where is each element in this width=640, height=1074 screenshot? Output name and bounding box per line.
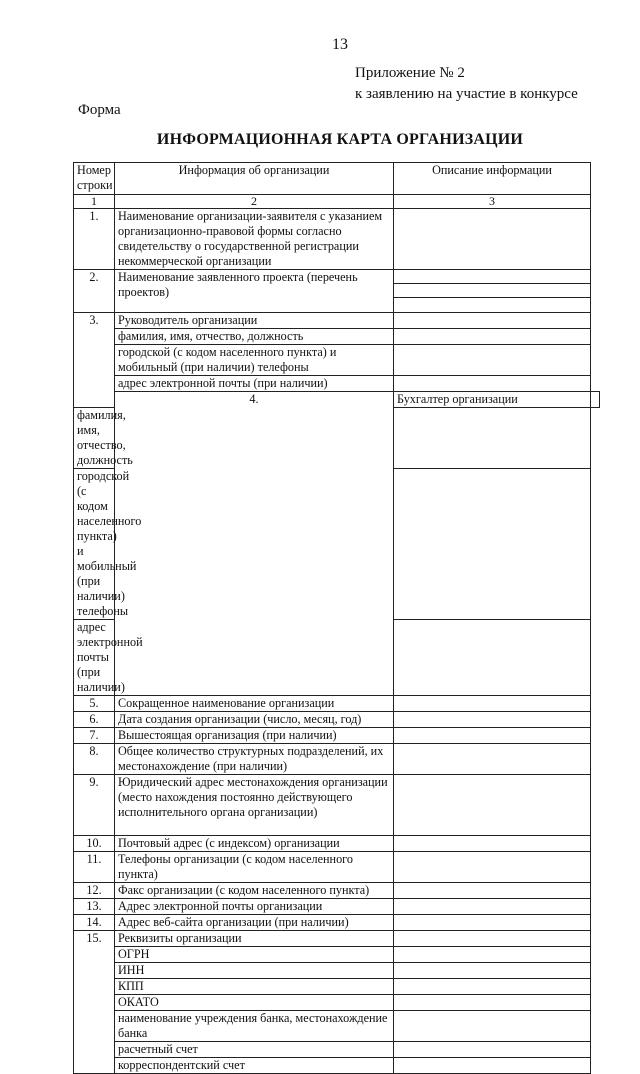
description-field[interactable] bbox=[394, 284, 591, 298]
row-label: Общее количество структурных подразделений, их местонахождение (при наличии) bbox=[115, 744, 394, 775]
row-sublabel: адрес электронной почты (при наличии) bbox=[115, 376, 394, 392]
description-field[interactable] bbox=[394, 712, 591, 728]
description-field[interactable] bbox=[394, 963, 591, 979]
row-number: 2. bbox=[74, 270, 115, 313]
row-sublabel: расчетный счет bbox=[115, 1042, 394, 1058]
description-field[interactable] bbox=[394, 883, 591, 899]
index-cell: 3 bbox=[394, 195, 591, 209]
appendix-line-1: Приложение № 2 bbox=[355, 65, 465, 81]
table-row bbox=[74, 728, 600, 744]
table-row bbox=[74, 915, 600, 931]
description-field[interactable] bbox=[591, 392, 600, 408]
table-row bbox=[74, 329, 600, 345]
table-row bbox=[74, 313, 600, 329]
appendix-line-2: к заявлению на участие в конкурсе bbox=[355, 86, 578, 102]
description-field[interactable] bbox=[394, 947, 591, 963]
table-row bbox=[74, 931, 600, 947]
header-org-info: Информация об организации bbox=[115, 163, 394, 195]
table-header-row bbox=[74, 163, 600, 195]
description-field[interactable] bbox=[394, 1011, 591, 1042]
row-sublabel: ОГРН bbox=[115, 947, 394, 963]
table-row bbox=[74, 744, 600, 775]
index-cell: 1 bbox=[74, 195, 115, 209]
row-number: 3. bbox=[74, 313, 115, 408]
page-number: 13 bbox=[332, 36, 348, 53]
table-row bbox=[74, 963, 600, 979]
row-sublabel: фамилия, имя, отчество, должность bbox=[74, 408, 115, 469]
description-field[interactable] bbox=[394, 313, 591, 329]
description-field[interactable] bbox=[394, 270, 591, 284]
table-row bbox=[74, 775, 600, 836]
description-field[interactable] bbox=[394, 899, 591, 915]
row-label: Бухгалтер организации bbox=[394, 392, 591, 408]
description-field[interactable] bbox=[394, 852, 591, 883]
table-row bbox=[74, 1011, 600, 1042]
row-label: Почтовый адрес (с индексом) организации bbox=[115, 836, 394, 852]
row-number: 1. bbox=[74, 209, 115, 270]
description-field[interactable] bbox=[394, 345, 591, 376]
table-row bbox=[74, 995, 600, 1011]
row-sublabel: городской (с кодом населенного пункта) и мобильный (при наличии) телефоны bbox=[74, 469, 115, 620]
description-field[interactable] bbox=[394, 298, 591, 313]
row-sublabel: КПП bbox=[115, 979, 394, 995]
row-label: Руководитель организации bbox=[115, 313, 394, 329]
index-cell: 2 bbox=[115, 195, 394, 209]
appendix-note bbox=[355, 63, 578, 105]
document-title: ИНФОРМАЦИОННАЯ КАРТА ОРГАНИЗАЦИИ bbox=[156, 131, 524, 148]
description-field[interactable] bbox=[394, 1058, 591, 1074]
form-label: Форма bbox=[78, 102, 121, 118]
row-sublabel: наименование учреждения банка, местонахождение банка bbox=[115, 1011, 394, 1042]
row-number: 15. bbox=[74, 931, 115, 1074]
table-row bbox=[74, 947, 600, 963]
table-row bbox=[74, 1042, 600, 1058]
table-row bbox=[74, 836, 600, 852]
table-row bbox=[74, 209, 600, 270]
description-field[interactable] bbox=[394, 620, 591, 696]
table-index-row bbox=[74, 195, 600, 209]
row-label: Сокращенное наименование организации bbox=[115, 696, 394, 712]
row-sublabel: адрес электронной почты (при наличии) bbox=[74, 620, 115, 696]
row-label: Адрес электронной почты организации bbox=[115, 899, 394, 915]
description-field[interactable] bbox=[394, 915, 591, 931]
table-row bbox=[74, 270, 600, 284]
row-label: Реквизиты организации bbox=[115, 931, 394, 947]
row-label: Наименование организации-заявителя с указанием организационно-правовой формы согласно свидетельству о государственной регистрации некоммерческой организации bbox=[115, 209, 394, 270]
table-row bbox=[74, 852, 600, 883]
row-number: 9. bbox=[74, 775, 115, 836]
header-description: Описание информации bbox=[394, 163, 591, 195]
organization-info-table bbox=[73, 162, 600, 1074]
row-sublabel: ОКАТО bbox=[115, 995, 394, 1011]
row-sublabel: городской (с кодом населенного пункта) и мобильный (при наличии) телефоны bbox=[115, 345, 394, 376]
description-field[interactable] bbox=[394, 408, 591, 469]
description-field[interactable] bbox=[394, 979, 591, 995]
row-label: Факс организации (с кодом населенного пункта) bbox=[115, 883, 394, 899]
table-row bbox=[74, 376, 600, 392]
row-number: 10. bbox=[74, 836, 115, 852]
row-sublabel: ИНН bbox=[115, 963, 394, 979]
row-number: 14. bbox=[74, 915, 115, 931]
header-row-number: Номер строки bbox=[74, 163, 115, 195]
row-number: 8. bbox=[74, 744, 115, 775]
row-label: Юридический адрес местонахождения организации (место нахождения постоянно действующего исполнительного органа организации) bbox=[115, 775, 394, 836]
row-number: 4. bbox=[115, 392, 394, 696]
row-number: 5. bbox=[74, 696, 115, 712]
row-number: 11. bbox=[74, 852, 115, 883]
table-row bbox=[74, 979, 600, 995]
description-field[interactable] bbox=[394, 209, 591, 270]
row-label: Наименование заявленного проекта (перечень проектов) bbox=[115, 270, 394, 313]
row-number: 6. bbox=[74, 712, 115, 728]
row-label: Вышестоящая организация (при наличии) bbox=[115, 728, 394, 744]
description-field[interactable] bbox=[394, 696, 591, 712]
description-field[interactable] bbox=[394, 775, 591, 836]
description-field[interactable] bbox=[394, 995, 591, 1011]
description-field[interactable] bbox=[394, 836, 591, 852]
row-sublabel: корреспондентский счет bbox=[115, 1058, 394, 1074]
description-field[interactable] bbox=[394, 931, 591, 947]
row-label: Телефоны организации (с кодом населенного пункта) bbox=[115, 852, 394, 883]
table-row bbox=[74, 899, 600, 915]
description-field[interactable] bbox=[394, 744, 591, 775]
description-field[interactable] bbox=[394, 728, 591, 744]
row-sublabel: фамилия, имя, отчество, должность bbox=[115, 329, 394, 345]
table-row bbox=[74, 696, 600, 712]
table-row bbox=[74, 883, 600, 899]
row-number: 13. bbox=[74, 899, 115, 915]
row-number: 7. bbox=[74, 728, 115, 744]
description-field[interactable] bbox=[394, 329, 591, 345]
table-row bbox=[74, 1058, 600, 1074]
description-field[interactable] bbox=[394, 1042, 591, 1058]
row-number: 12. bbox=[74, 883, 115, 899]
table-row bbox=[74, 345, 600, 376]
description-field[interactable] bbox=[394, 376, 591, 392]
row-label: Адрес веб-сайта организации (при наличии) bbox=[115, 915, 394, 931]
row-label: Дата создания организации (число, месяц, год) bbox=[115, 712, 394, 728]
table-row bbox=[74, 712, 600, 728]
description-field[interactable] bbox=[394, 469, 591, 620]
table-row bbox=[74, 392, 600, 408]
